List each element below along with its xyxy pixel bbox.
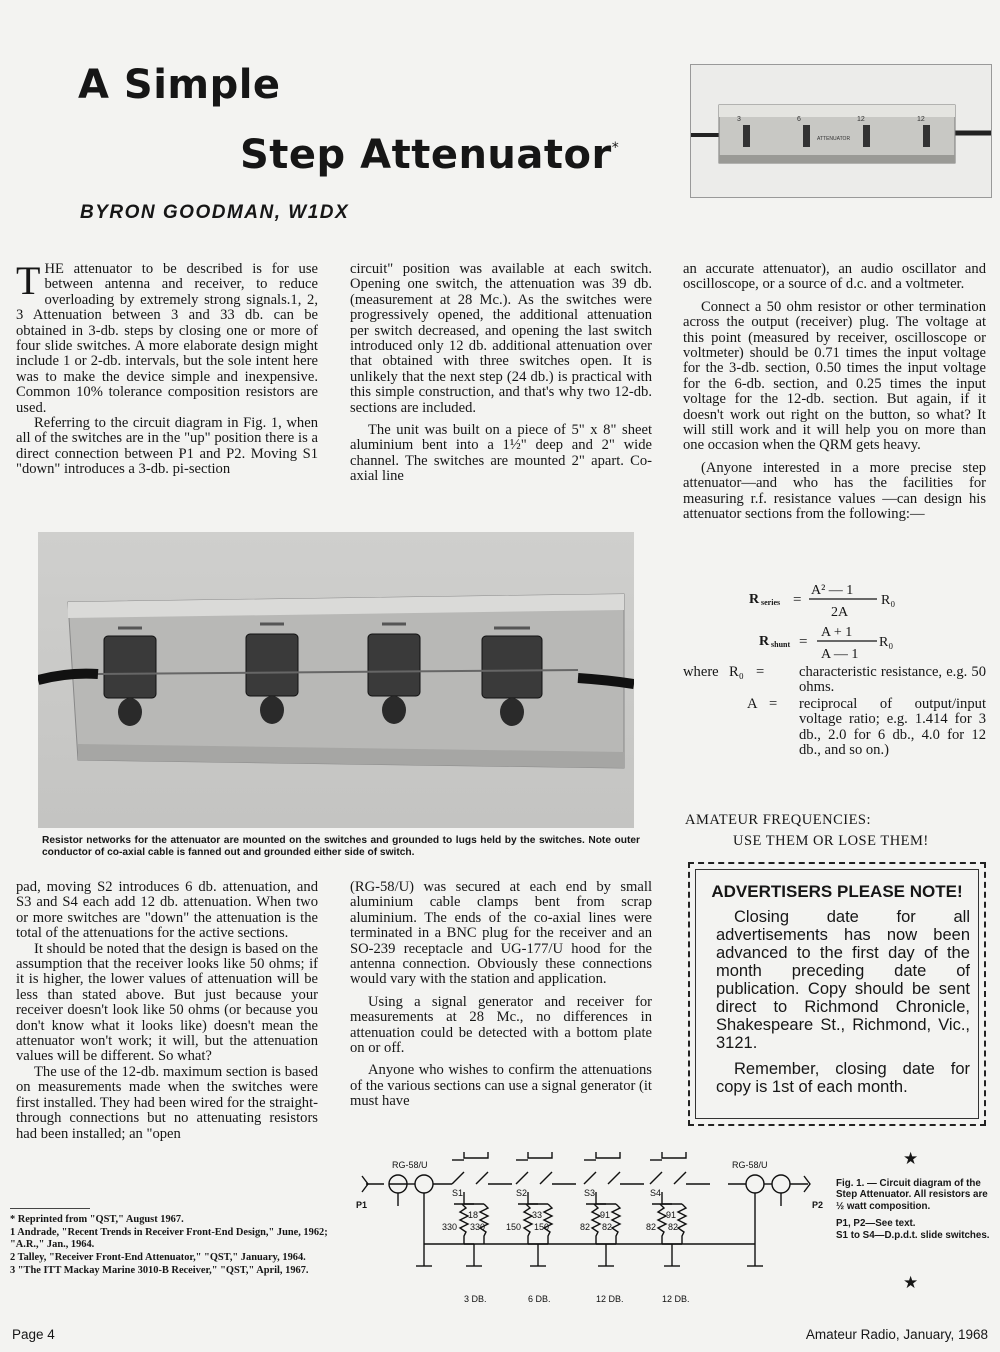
- box-label: ATTENUATOR: [817, 136, 851, 142]
- switch-mark: 3: [737, 116, 741, 123]
- photo-caption: Resistor networks for the attenuator are mounted on the switches and grounded to lugs held by the switches. Note outer conductor of co-axial cable is fanned out and grounded either side of switch.: [42, 835, 640, 858]
- column-2-top: [350, 262, 652, 485]
- frequencies-notice-line1: AMATEUR FREQUENCIES:: [685, 812, 872, 828]
- cable-label-right: RG-58/U: [732, 1160, 768, 1170]
- notice-heading: ADVERTISERS PLEASE NOTE!: [711, 882, 963, 901]
- attenuator-box-photo: [690, 64, 992, 198]
- shunt-resistor-value: 82: [646, 1222, 657, 1232]
- formula-rhs: R₀: [881, 593, 896, 608]
- notice-body: [716, 908, 970, 1096]
- paragraph: pad, moving S2 introduces 6 db. attenuation, and S3 and S4 each add 12 db. attenuation. When two or more switches are "down" the attenuation is the total of the attenuations for the active sections.: [16, 879, 318, 942]
- shunt-resistor-value: 150: [506, 1222, 522, 1232]
- formula-rhs: R₀: [879, 635, 894, 650]
- plug-label-p1: P1: [356, 1200, 368, 1210]
- formula-denominator: A — 1: [821, 647, 859, 662]
- star-ornament: ★: [903, 1149, 919, 1169]
- drop-cap: T: [16, 258, 41, 303]
- switch-mark: 6: [797, 116, 801, 123]
- definition-equals: =: [769, 696, 778, 712]
- paragraph: Remember, closing date for copy is 1st of each month.: [716, 1060, 970, 1096]
- paragraph: Closing date for all advertisements has now been advanced to the first day of the month preceding date of publication. Copy should be sent direct to Richmond Chronicle, Shakespeare St., Richmond, Vic., 3121.: [716, 908, 970, 1052]
- paragraph: Using a signal generator and receiver for measurements at 28 Mc., no differences in attenuation could be detected with a bottom plate on or off.: [350, 993, 652, 1057]
- definition-text: reciprocal of output/input voltage ratio; e.g. 1.414 for 3 db., 2.0 for 6 db., 4.0 for 12 db., and so on.): [799, 696, 986, 759]
- shunt-resistor-value: 150: [534, 1222, 550, 1232]
- byline: BYRON GOODMAN, W1DX: [80, 202, 350, 223]
- definitions: [683, 665, 986, 777]
- title-text: Step Attenuator: [240, 132, 612, 178]
- column-2-bottom: [350, 880, 652, 1110]
- series-resistor-value: 18: [468, 1210, 479, 1220]
- caption-note: S1 to S4—D.p.d.t. slide switches.: [836, 1229, 990, 1241]
- title-footnote-mark: *: [611, 140, 620, 156]
- paragraph: circuit" position was available at each switch. Opening one switch, the attenuation was 39 db. (measurement at 28 Mc.). As the switches were progressively opened, the additional attenuation per switch decreased, and opening the last switch introduced only 12 db. additional attenuation over that obtained with three switches open. It is unlikely that the next step (24 db.) is practical with this simple construction, and that's why two 12-db. sections are included.: [350, 261, 652, 416]
- switch-label: S1: [452, 1188, 464, 1198]
- series-resistor-value: 91: [600, 1210, 611, 1220]
- formula-lhs: R: [759, 634, 770, 649]
- shunt-resistor-value: 330: [442, 1222, 458, 1232]
- footnote-rule: [10, 1208, 90, 1209]
- paragraph: an accurate attenuator), an audio oscillator and oscilloscope, or a source of d.c. and a voltmeter.: [683, 261, 986, 293]
- frequencies-notice-line2: USE THEM OR LOSE THEM!: [733, 833, 929, 849]
- section-attenuation-label: 12 DB.: [596, 1294, 624, 1304]
- definition-symbol: R₀: [729, 664, 744, 680]
- paragraph: The use of the 12-db. maximum section is based on measurements made when the switches were first installed. They had been wired for the straight-through connections but no attenuating resistors had been installed; an "open: [16, 1063, 318, 1142]
- formula-numerator: A² — 1: [811, 583, 854, 598]
- switch-label: S2: [516, 1188, 528, 1198]
- paragraph: The unit was built on a piece of 5" x 8" sheet aluminium bent into a 1½" deep and 2" wide channel. The switches are mounted 2" apart. Co-axial line: [350, 422, 652, 485]
- shunt-resistor-value: 330: [470, 1222, 486, 1232]
- formula-numerator: A + 1: [821, 625, 853, 640]
- footnote: 1 Andrade, "Recent Trends in Receiver Front-End Design," June, 1962; "A.R.," Jan., 1964.: [10, 1227, 328, 1250]
- circuit-diagram: [356, 1148, 836, 1308]
- column-1-top: [16, 258, 318, 478]
- publication-line: Amateur Radio, January, 1968: [805, 1327, 988, 1342]
- advertisers-notice-box: [688, 862, 986, 1126]
- switch-label: S3: [584, 1188, 596, 1198]
- paragraph: Referring to the circuit diagram in Fig. 1, when all of the switches are in the "up" position there is a direct connection between P1 and P2. Moving S1 "down" introduces a 3-db. pi-section: [16, 415, 318, 478]
- paragraph: (Anyone interested in a more precise step attenuator—and who has the facilities for measuring r.f. resistance values —can design his attenuator sections from the following:—: [683, 459, 986, 523]
- footnote: 2 Talley, "Receiver Front-End Attenuator," "QST," January, 1964.: [10, 1252, 306, 1263]
- column-3: [683, 262, 986, 523]
- series-resistor-value: 91: [666, 1210, 677, 1220]
- footnote: 3 "The ITT Mackay Marine 3010-B Receiver," "QST," April, 1967.: [10, 1265, 309, 1276]
- article-title-line1: A Simple: [78, 62, 281, 108]
- shunt-resistor-value: 82: [668, 1222, 679, 1232]
- paragraph: It should be noted that the design is based on the assumption that the receiver looks like 50 ohms; if it is higher, the lower values of attenuation will be less than stated above. But just because your receiver doesn't look like 50 ohms (or because you don't know what it looks like) doesn't mean the attenuator won't work; it will, but the attenuation values will be different. So what?: [16, 940, 318, 1065]
- caption-text: Fig. 1. — Circuit diagram of the Step Attenuator. All resistors are ½ watt composition.: [836, 1178, 988, 1212]
- paragraph: Anyone who wishes to confirm the attenuations of the various sections can use a signal generator (it must have: [350, 1062, 652, 1110]
- section-attenuation-label: 3 DB.: [464, 1294, 487, 1304]
- page-number: Page 4: [12, 1327, 55, 1342]
- definition-symbol: A: [747, 696, 758, 712]
- formula-lhs: R: [749, 592, 760, 607]
- cable-label-left: RG-58/U: [392, 1160, 428, 1170]
- definition-equals: =: [756, 664, 765, 680]
- formula-denominator: 2A: [831, 605, 849, 620]
- article-title-line2: [240, 132, 619, 178]
- formula-subscript: shunt: [771, 640, 791, 649]
- footnotes: [10, 1214, 328, 1278]
- paragraph: HE attenuator to be described is for use between antenna and receiver, to reduce overloading by extremely strong signals.1, 2, 3 Attenuation between 3 and 33 db. can be obtained in 3-db. steps by closing one or more of four slide switches. A more elaborate design might include 1 or 2-db. intervals, but the sole intent here was to make the device simple and inexpensive. Common 10% tolerance composition resistors are used.: [16, 261, 318, 416]
- plug-label-p2: P2: [812, 1200, 824, 1210]
- section-attenuation-label: 6 DB.: [528, 1294, 551, 1304]
- caption-note: P1, P2—See text.: [836, 1218, 916, 1230]
- shunt-resistor-value: 82: [580, 1222, 591, 1232]
- formula-subscript: series: [761, 598, 781, 607]
- attenuator-interior-photo: [38, 532, 634, 828]
- footnote: * Reprinted from "QST," August 1967.: [10, 1214, 184, 1225]
- section-attenuation-label: 12 DB.: [662, 1294, 690, 1304]
- series-resistor-value: 33: [532, 1210, 543, 1220]
- figure-caption: [836, 1178, 990, 1241]
- switch-mark: 12: [857, 116, 865, 123]
- star-ornament: ★: [903, 1273, 919, 1293]
- paragraph: Connect a 50 ohm resistor or other termination across the output (receiver) plug. The voltage at this point (measured by receiver, oscilloscope or voltmeter) should be 0.71 times the input voltage for the 3-db. section, 0.50 times the input voltage for the 6-db. section, and 0.25 times the input voltage for the 12-db. section. But again, if it doesn't work out right on the button, so what? It will still work and it will help you on more than one occasion when the QRM gets heavy.: [683, 298, 986, 454]
- definition-text: characteristic resistance, e.g. 50 ohms.: [799, 664, 986, 696]
- equals-sign: =: [793, 592, 802, 608]
- where-word: where: [683, 664, 719, 680]
- equals-sign: =: [799, 634, 808, 650]
- switch-label: S4: [650, 1188, 662, 1198]
- column-1-bottom: [16, 880, 318, 1142]
- shunt-resistor-value: 82: [602, 1222, 613, 1232]
- paragraph: (RG-58/U) was secured at each end by small aluminium cable clamps bent from scrap aluminium. The ends of the co-axial lines were terminated in a BNC plug for the receiver and an SO-239 receptacle and UG-177/U hood for the antenna connection. Obviously these connections would vary with the station and application.: [350, 879, 652, 988]
- switch-mark: 12: [917, 116, 925, 123]
